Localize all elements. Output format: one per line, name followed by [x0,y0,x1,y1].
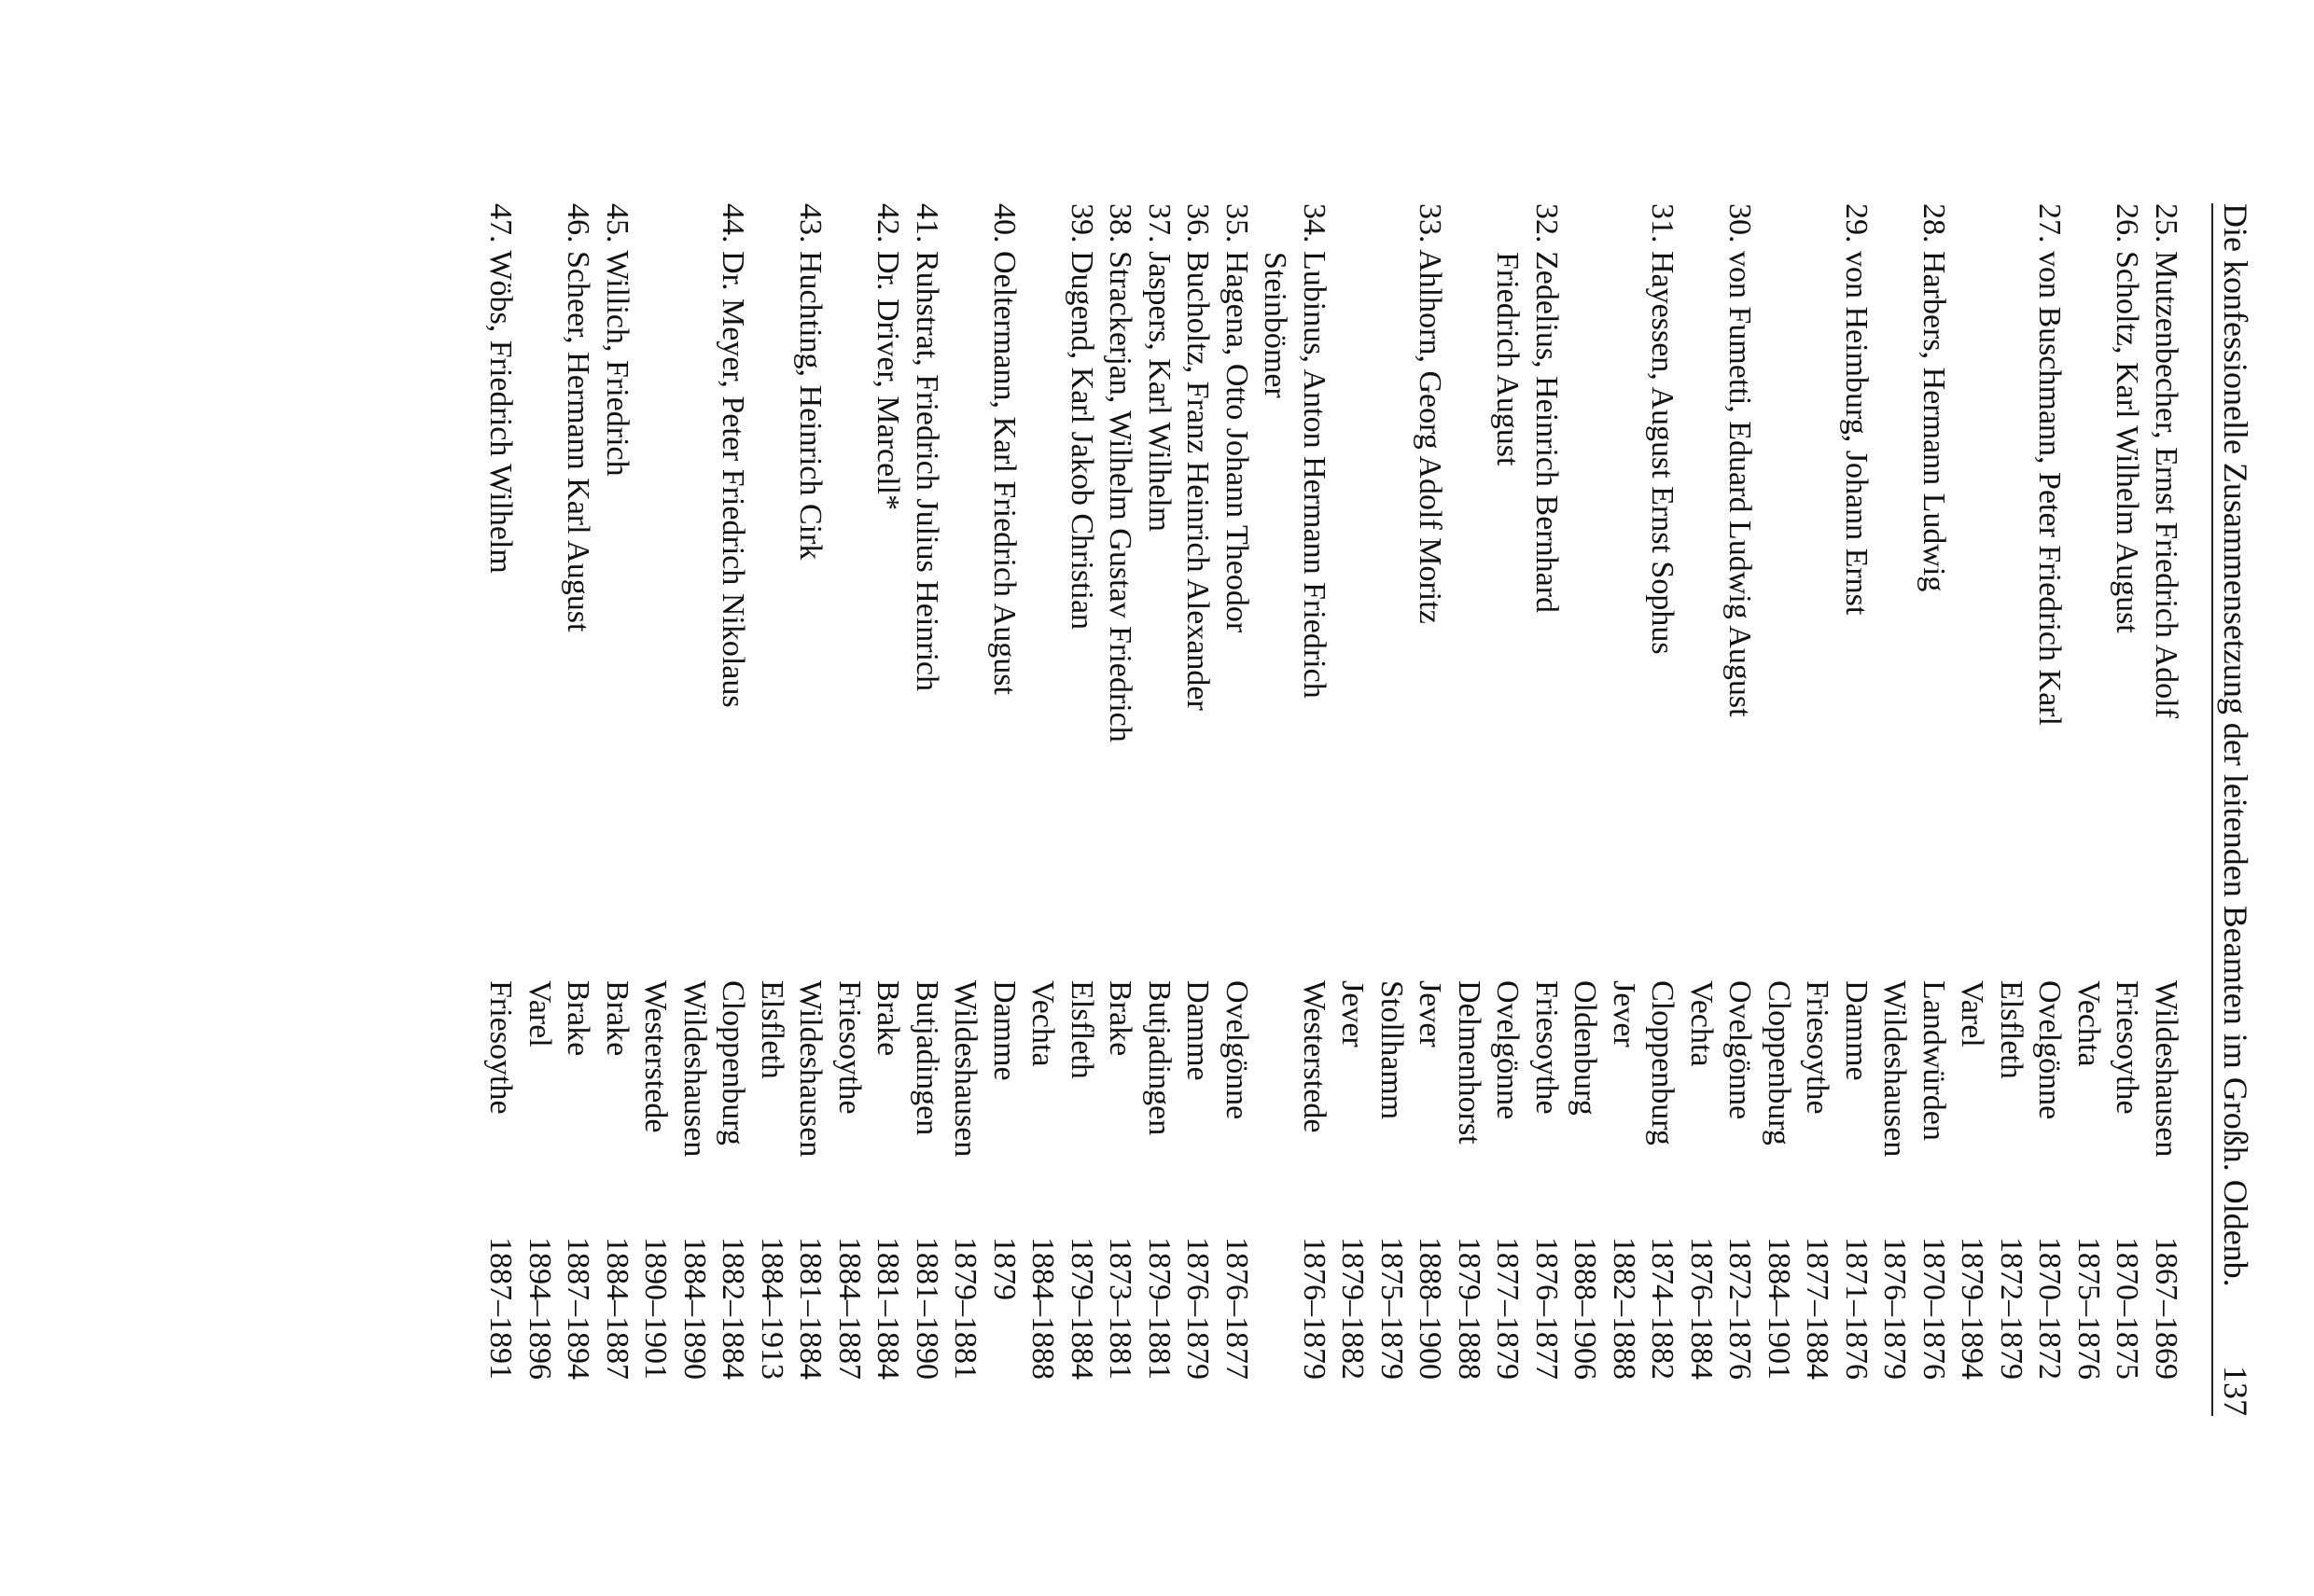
office-place: Westerstede [638,980,674,1133]
header-title: Die konfessionelle Zusammensetzung der leitenden Beamten im Großh. Oldenb. [2217,203,2254,1287]
office-years: 1877–1879 [1490,1237,1526,1380]
office-years: 1888–1906 [1568,1237,1603,1380]
office-years: 1870–1872 [2032,1237,2068,1380]
office-years: 1881–1890 [910,1237,944,1380]
list-item [481,203,521,1416]
office-years: 1877–1884 [1800,1237,1835,1380]
office-years: 1879–1881 [1142,1237,1177,1380]
official-name: 34. Lubinus, Anton Hermann Friedrich [1297,203,1331,699]
official-name: 38. Strackerjan, Wilhelm Gustav Friedrich [1103,203,1138,742]
years-column [636,1237,753,1380]
office-place: Brake [561,980,596,1057]
list-item [753,203,830,1416]
list-item [1760,203,1876,1416]
official-name: 32. Zedelius, Heinrich Bernhard [1529,203,1564,614]
official-name: 37. Jaspers, Karl Wilhelm [1142,203,1177,533]
official-name: 47. Wöbs, Friedrich Wilhelm [483,203,519,574]
office-years: 1882–1884 [716,1237,751,1380]
office-place: Oldenburg [1568,980,1603,1116]
office-place: Cloppenburg [1762,980,1796,1145]
official-name: 27. von Buschmann, Peter Friedrich Karl [2032,203,2068,726]
office-place: Jever [1335,980,1371,1048]
years-column [1875,1237,1953,1380]
years-column [1333,1237,1450,1380]
official-name: 35. Hagena, Otto Johann Theodor [1220,203,1254,633]
office-years: 1879–1888 [1452,1237,1486,1380]
official-name: 46. Scheer, Hermann Karl August [561,203,596,632]
list-item [636,203,753,1416]
office-place: Ovelgönne [1490,980,1526,1120]
place-column [636,980,753,1157]
office-years: 1894–1896 [523,1237,557,1380]
official-name: 29. von Heimburg, Johann Ernst [1839,203,1874,616]
place-column [1178,980,1218,1081]
place-column [946,980,1024,1157]
list-item [521,203,598,1416]
years-column [1140,1237,1179,1380]
official-name: 30. von Fumetti, Eduard Ludwig August [1722,203,1758,717]
office-place: Cloppenburg [1645,980,1680,1145]
place-column [908,980,947,1135]
header-rule [2211,203,2213,1416]
office-years: 1879 [987,1237,1022,1300]
office-years: 1876–1879 [1297,1237,1331,1380]
office-place: Vechta [1684,980,1719,1067]
place-column [1760,980,1876,1145]
official-name: 39. Dugend, Karl Jakob Christian [1065,203,1099,631]
office-place: Damme [1180,980,1216,1081]
office-place: Delmenhorst [1452,980,1486,1145]
office-place: Butjadingen [1142,980,1177,1136]
list-item [1682,203,1760,1416]
office-years: 1884–1887 [600,1237,634,1380]
office-years: 1879–1881 [948,1237,983,1380]
place-column [2070,980,2147,1115]
years-column [946,1237,1024,1380]
office-years: 1888–1900 [1413,1237,1448,1380]
office-place: Brake [600,980,634,1057]
years-column [521,1237,598,1380]
years-column [1295,1237,1334,1380]
place-column [1101,980,1140,1056]
office-years: 1876–1884 [1684,1237,1719,1380]
office-place: Elsfleth [1065,980,1099,1079]
office-years: 1882–1888 [1607,1237,1641,1380]
office-place: Landwürden [1917,980,1951,1141]
list-item [908,203,947,1416]
office-place: Vechta [2071,980,2106,1067]
office-years: 1884–1890 [677,1237,712,1380]
list-item [1101,203,1140,1416]
office-years: 1890–1901 [638,1237,674,1380]
office-place: Brake [1103,980,1138,1057]
years-column [1566,1237,1682,1380]
years-column [2147,1237,2186,1380]
office-years: 1874–1882 [1645,1237,1680,1380]
office-place: Butjadingen [910,980,944,1136]
office-place: Brake [871,980,906,1057]
years-column [1953,1237,2070,1380]
list-item [2147,203,2186,1416]
place-column [1295,980,1334,1132]
office-years: 1870–1876 [1917,1237,1951,1380]
official-name: 33. Ahlhorn, Georg Adolf Moritz [1413,203,1448,624]
office-years: 1875–1876 [2071,1237,2106,1380]
office-place: Damme [987,980,1022,1081]
office-place: Elsfleth [1994,980,2028,1079]
office-years: 1879–1884 [1065,1237,1099,1380]
office-place: Ovelgönne [1220,980,1254,1120]
list-item [1256,203,1333,1416]
place-column [1875,980,1953,1157]
office-place: Damme [1839,980,1874,1081]
office-place: Westerstede [1297,980,1331,1133]
office-years: 1872–1876 [1722,1237,1758,1380]
office-years: 1876–1877 [1220,1237,1254,1380]
office-place: Wildeshausen [677,980,712,1158]
list-item [946,203,1024,1416]
years-column [1682,1237,1760,1380]
office-years: 1872–1879 [1994,1237,2028,1380]
list-item [1566,203,1682,1416]
office-years: 1876–1879 [1180,1237,1216,1380]
office-years: 1876–1877 [1529,1237,1564,1380]
years-column [908,1237,947,1380]
office-place: Ovelgönne [2032,980,2068,1120]
office-years: 1887–1891 [483,1237,519,1380]
office-place: Wildeshausen [1877,980,1913,1158]
years-column [481,1237,521,1380]
place-column [1953,980,2070,1119]
office-place: Friesoythe [483,980,519,1115]
office-years: 1881–1884 [793,1237,829,1380]
office-years: 1879–1894 [1955,1237,1990,1380]
office-years: 1871–1876 [1839,1237,1874,1380]
official-name: 41. Ruhstrat, Friedrich Julius Heinrich [910,203,944,692]
office-years: 1884–1913 [755,1237,789,1380]
place-column [1566,980,1682,1145]
office-years: 1875–1879 [1374,1237,1409,1380]
list-item [1953,203,2070,1416]
office-place: Ovelgönne [1722,980,1758,1120]
official-name: 26. Scholtz, Karl Wilhelm August [2110,203,2145,633]
place-column [1024,980,1101,1079]
official-name: 42. Dr. Driver, Marcell* [871,203,906,511]
office-years: 1867–1869 [2149,1237,2183,1380]
official-name: 28. Harbers, Hermann Ludwig [1917,203,1951,592]
office-years: 1876–1879 [1877,1237,1913,1380]
office-years: 1884–1901 [1762,1237,1796,1380]
years-column [2070,1237,2147,1380]
official-name: 43. Huchting, Heinrich Cirk [793,203,829,561]
office-place: Friesoythe [2110,980,2145,1115]
years-column [753,1237,830,1380]
years-column [1178,1237,1218,1380]
office-place: Wildeshausen [793,980,829,1158]
years-column [1218,1237,1257,1380]
place-column [598,980,637,1056]
office-years: 1884–1887 [832,1237,867,1380]
office-years: 1881–1884 [871,1237,906,1380]
place-column [1450,980,1567,1145]
list-item [1218,203,1257,1416]
years-column [1450,1237,1567,1380]
official-name-continuation: Steinbömer [1258,252,1293,398]
place-column [481,980,521,1115]
office-place: Stollhamm [1374,980,1409,1120]
office-place: Jever [1607,980,1641,1048]
list-item [2070,203,2147,1416]
official-name: 44. Dr. Meyer, Peter Friedrich Nikolaus [716,203,751,708]
place-column [753,980,830,1157]
office-place: Jever [1413,980,1448,1048]
office-place: Friesoythe [1800,980,1835,1115]
years-column [598,1237,637,1380]
office-years: 1884–1888 [1025,1237,1061,1380]
list-item [1178,203,1218,1416]
place-column [521,980,598,1056]
place-column [1333,980,1450,1119]
place-column [1218,980,1257,1119]
place-column [830,980,908,1115]
list-item [1333,203,1450,1416]
list-item [598,203,637,1416]
official-name: 31. Hayessen, August Ernst Sophus [1645,203,1680,655]
list-item [830,203,908,1416]
official-name: 40. Oeltermann, Karl Friedrich August [987,203,1022,695]
page-number: 137 [2217,1366,2254,1416]
office-years: 1873–1881 [1103,1237,1138,1380]
office-years: 1870–1875 [2110,1237,2145,1380]
office-place: Vechta [1025,980,1061,1067]
official-list [481,203,2185,1416]
place-column [1682,980,1760,1119]
place-column [1140,980,1179,1135]
official-name: 36. Bucholtz, Franz Heinrich Alexander [1180,203,1216,711]
office-place: Friesoythe [1529,980,1564,1115]
office-place: Cloppenburg [716,980,751,1145]
running-header [2198,203,2254,1416]
years-column [830,1237,908,1380]
place-column [2147,980,2186,1157]
list-item [1875,203,1953,1416]
office-years: 1887–1894 [561,1237,596,1380]
list-item [1140,203,1179,1416]
list-item [1450,203,1567,1416]
office-place: Elsfleth [755,980,789,1079]
official-name: 45. Willich, Friedrich [600,203,634,477]
office-place: Wildeshausen [2149,980,2183,1158]
years-column [1760,1237,1876,1380]
office-place: Wildeshausen [948,980,983,1158]
years-column [1024,1237,1101,1380]
years-column [1101,1237,1140,1380]
official-name-continuation: Friedrich August [1490,252,1526,466]
list-item [1024,203,1101,1416]
office-years: 1879–1882 [1335,1237,1371,1380]
official-name: 25. Mutzenbecher, Ernst Friedrich Adolf [2149,203,2183,718]
office-place: Varel [523,980,557,1048]
office-place: Varel [1955,980,1990,1048]
office-place: Friesoythe [832,980,867,1115]
